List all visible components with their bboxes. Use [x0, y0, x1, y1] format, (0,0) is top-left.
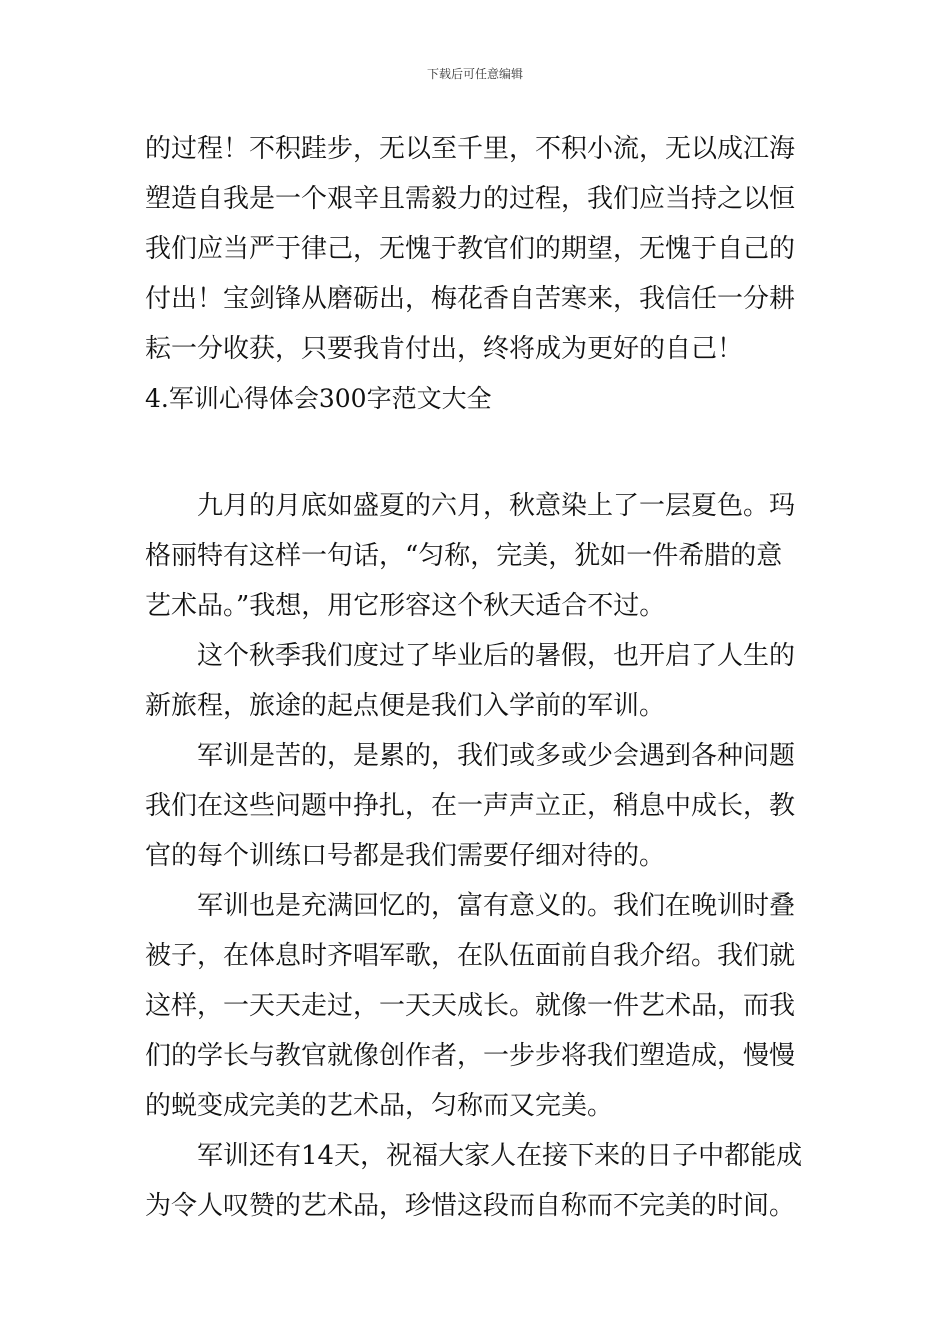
section-heading: 4.军训心得体会300字范文大全 [145, 384, 492, 413]
text-line: 九月的月底如盛夏的六月，秋意染上了一层夏色。玛 [197, 491, 796, 521]
paragraph [145, 636, 825, 736]
text-line: 塑造自我是一个艰辛且需毅力的过程，我们应当持之以恒 [145, 184, 796, 214]
spacer [145, 429, 825, 486]
text-line: 们的学长与教官就像创作者，一步步将我们塑造成，慢慢 [145, 1041, 796, 1071]
paragraph [145, 736, 825, 886]
text-line: 艺术品。”我想，用它形容这个秋天适合不过。 [145, 591, 666, 621]
text-line: 军训也是充满回忆的，富有意义的。我们在晚训时叠 [197, 891, 796, 921]
text-line: 的蜕变成完美的艺术品，匀称而又完美。 [145, 1091, 614, 1121]
text-line: 军训还有14天，祝福大家人在接下来的日子中都能成 [197, 1141, 803, 1171]
previous-section-tail [145, 129, 825, 379]
text-line: 军训是苦的，是累的，我们或多或少会遇到各种问题 [197, 741, 796, 771]
document-body [145, 129, 825, 1236]
text-line: 我们应当严于律己，无愧于教官们的期望，无愧于自己的 [145, 234, 796, 264]
text-line: 付出！宝剑锋从磨砺出，梅花香自苦寒来，我信任一分耕 [145, 284, 796, 314]
text-line: 耘一分收获，只要我肯付出，终将成为更好的自己！ [145, 334, 744, 364]
text-line: 为令人叹赞的艺术品，珍惜这段而自称而不完美的时间。 [145, 1191, 796, 1221]
text-line: 格丽特有这样一句话，“匀称，完美，犹如一件希腊的意 [145, 541, 783, 571]
text-line: 被子，在体息时齐唱军歌，在队伍面前自我介绍。我们就 [145, 941, 796, 971]
text-line: 官的每个训练口号都是我们需要仔细对待的。 [145, 841, 666, 871]
text-line: 这样，一天天走过，一天天成长。就像一件艺术品，而我 [145, 991, 796, 1021]
text-line: 我们在这些问题中挣扎，在一声声立正，稍息中成长，教 [145, 791, 796, 821]
paragraph [145, 486, 825, 636]
paragraph [145, 886, 825, 1136]
text-line: 这个秋季我们度过了毕业后的暑假，也开启了人生的 [197, 641, 796, 671]
text-line: 的过程！不积跬步，无以至千里，不积小流，无以成江海 [145, 134, 796, 164]
text-line: 新旅程，旅途的起点便是我们入学前的军训。 [145, 691, 666, 721]
header-note: 下载后可任意编辑 [426, 67, 523, 81]
paragraph [145, 1136, 825, 1236]
